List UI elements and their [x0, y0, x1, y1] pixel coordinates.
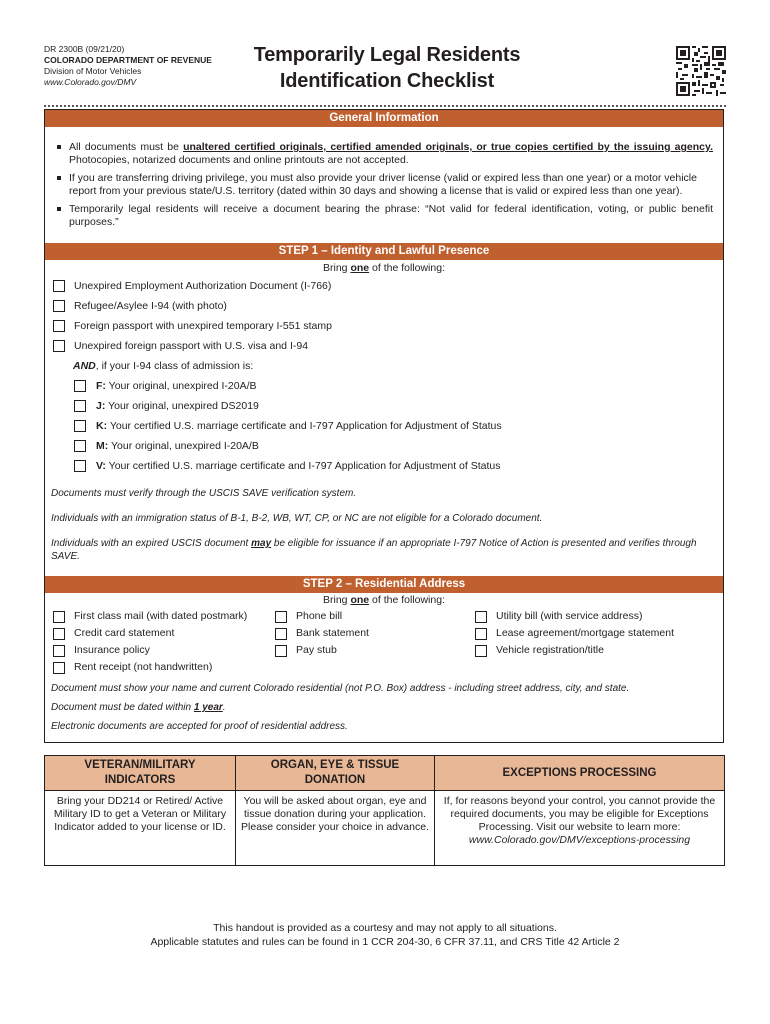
identity-document-option: [45, 336, 723, 356]
identity-document-option: [45, 316, 723, 336]
option-label: Credit card statement: [74, 627, 175, 639]
list-item: Temporarily legal residents will receive a document bearing the phrase: “Not valid for federal identification, voting, or public benefit purposes.”: [45, 203, 713, 229]
footer-statutes: Applicable statutes and rules can be found in 1 CCR 204-30, 6 CFR 37.11, and CRS Title 42 Article 2: [150, 936, 620, 948]
general-information-list: [45, 127, 723, 229]
option-label: Rent receipt (not handwritten): [74, 661, 213, 673]
organ-donation-info: You will be asked about organ, eye and tissue donation during your application. Please consider your choice in advance.: [236, 791, 435, 866]
footer: [0, 921, 770, 949]
checkbox[interactable]: [74, 420, 86, 432]
form-header-info: [44, 44, 212, 88]
division-name: Division of Motor Vehicles: [44, 66, 142, 76]
checkbox[interactable]: [53, 300, 65, 312]
option-label: Phone bill: [296, 610, 343, 622]
general-information-heading: General Information: [45, 110, 723, 127]
title-line-1: Temporarily Legal Residents: [253, 44, 521, 66]
step2-heading: STEP 2 – Residential Address: [45, 576, 723, 593]
checkbox[interactable]: [53, 628, 65, 640]
option-label: Utility bill (with service address): [496, 610, 643, 622]
identity-document-option: [45, 296, 723, 316]
checkbox[interactable]: [53, 662, 65, 674]
option-label: Vehicle registration/title: [496, 644, 604, 656]
option-label: First class mail (with dated postmark): [74, 610, 248, 622]
checkbox[interactable]: [74, 400, 86, 412]
checkbox[interactable]: [275, 628, 287, 640]
exceptions-info: If, for reasons beyond your control, you cannot provide the required documents, you may be eligible for Exceptions Processing. Visit our website to learn more: www.Colorado.gov/DMV/exceptions-processing: [435, 791, 725, 866]
checkbox[interactable]: [475, 611, 487, 623]
option-label: Unexpired Employment Authorization Document (I-766): [74, 280, 332, 292]
option-label: J: Your original, unexpired DS2019: [96, 400, 259, 412]
address-requirement-note: Document must show your name and current Colorado residential (not P.O. Box) address - including street address, city, and state.: [51, 683, 630, 694]
option-label: F: Your original, unexpired I-20A/B: [96, 380, 257, 392]
option-label: Bank statement: [296, 627, 369, 639]
qr-code-icon: [676, 46, 726, 96]
option-label: M: Your original, unexpired I-20A/B: [96, 440, 259, 452]
exceptions-link[interactable]: www.Colorado.gov/DMV/exceptions-processing: [468, 834, 691, 846]
exceptions-header: EXCEPTIONS PROCESSING: [435, 756, 725, 791]
option-label: Refugee/Asylee I-94 (with photo): [74, 300, 227, 312]
title-line-2: Identification Checklist: [279, 70, 495, 92]
additional-info-table: [44, 755, 725, 866]
option-label: V: Your certified U.S. marriage certificate and I-797 Application for Adjustment of Status: [96, 460, 501, 472]
checkbox[interactable]: [74, 380, 86, 392]
footer-courtesy: This handout is provided as a courtesy and may not apply to all situations.: [213, 922, 557, 934]
website-link[interactable]: www.Colorado.gov/DMV: [44, 77, 137, 87]
checkbox[interactable]: [74, 440, 86, 452]
step1-instruction: Bring one of the following:: [323, 262, 445, 274]
checkbox[interactable]: [53, 280, 65, 292]
date-requirement-note: Document must be dated within 1 year.: [51, 702, 226, 713]
checkbox[interactable]: [53, 645, 65, 657]
admission-class-option: [45, 396, 723, 416]
veteran-info: Bring your DD214 or Retired/ Active Military ID to get a Veteran or Military Indicator added to your license or ID.: [45, 791, 236, 866]
checkbox[interactable]: [475, 628, 487, 640]
checklist-frame: [44, 109, 724, 743]
option-label: Pay stub: [296, 644, 337, 656]
checkbox[interactable]: [275, 611, 287, 623]
checkbox[interactable]: [74, 460, 86, 472]
option-label: Lease agreement/mortgage statement: [496, 627, 675, 639]
option-label: Insurance policy: [74, 644, 150, 656]
save-verification-note: Documents must verify through the USCIS SAVE verification system.: [51, 488, 357, 499]
step2-instruction: Bring one of the following:: [323, 594, 445, 606]
organ-donation-header: ORGAN, EYE & TISSUE DONATION: [236, 756, 435, 791]
admission-class-option: [45, 416, 723, 436]
step1-heading: STEP 1 – Identity and Lawful Presence: [45, 243, 723, 260]
header-divider: [44, 105, 726, 107]
list-item: If you are transferring driving privilege, you must also provide your driver license (valid or expired less than one year) or a motor vehicle report from your previous state/U.S. territory (dated within 30 days and showing a license that is valid or expired less than one year).: [45, 172, 713, 198]
option-label: K: Your certified U.S. marriage certificate and I-797 Application for Adjustment of Status: [96, 420, 502, 432]
department-name: COLORADO DEPARTMENT OF REVENUE: [44, 55, 212, 65]
form-id: DR 2300B (09/21/20): [44, 44, 125, 54]
admission-class-option: [45, 456, 723, 476]
step2-section: [45, 576, 723, 733]
identity-document-option: [45, 276, 723, 296]
option-label: Foreign passport with unexpired temporary I-551 stamp: [74, 320, 332, 332]
and-condition: AND, if your I-94 class of admission is:: [73, 360, 254, 372]
ineligible-status-note: Individuals with an immigration status of B-1, B-2, WB, WT, CP, or NC are not eligible for a Colorado document.: [51, 513, 543, 524]
checkbox[interactable]: [275, 645, 287, 657]
checkbox[interactable]: [53, 320, 65, 332]
residential-options: [45, 608, 723, 676]
option-label: Unexpired foreign passport with U.S. visa and I-94: [74, 340, 309, 352]
electronic-documents-note: Electronic documents are accepted for proof of residential address.: [51, 721, 348, 732]
admission-class-option: [45, 436, 723, 456]
checkbox[interactable]: [53, 611, 65, 623]
step1-section: [45, 243, 723, 563]
checkbox[interactable]: [475, 645, 487, 657]
expired-document-note: Individuals with an expired USCIS document may be eligible for issuance if an appropriate I-797 Notice of Action is presented and verifies through SAVE.: [51, 538, 697, 562]
checkbox[interactable]: [53, 340, 65, 352]
admission-class-option: [45, 376, 723, 396]
page-title: [222, 42, 552, 94]
veteran-header: VETERAN/MILITARY INDICATORS: [45, 756, 236, 791]
list-item: All documents must be unaltered certified originals, certified amended originals, or true copies certified by the issuing agency. Photocopies, notarized documents and online printouts are not accepted.: [45, 141, 713, 167]
